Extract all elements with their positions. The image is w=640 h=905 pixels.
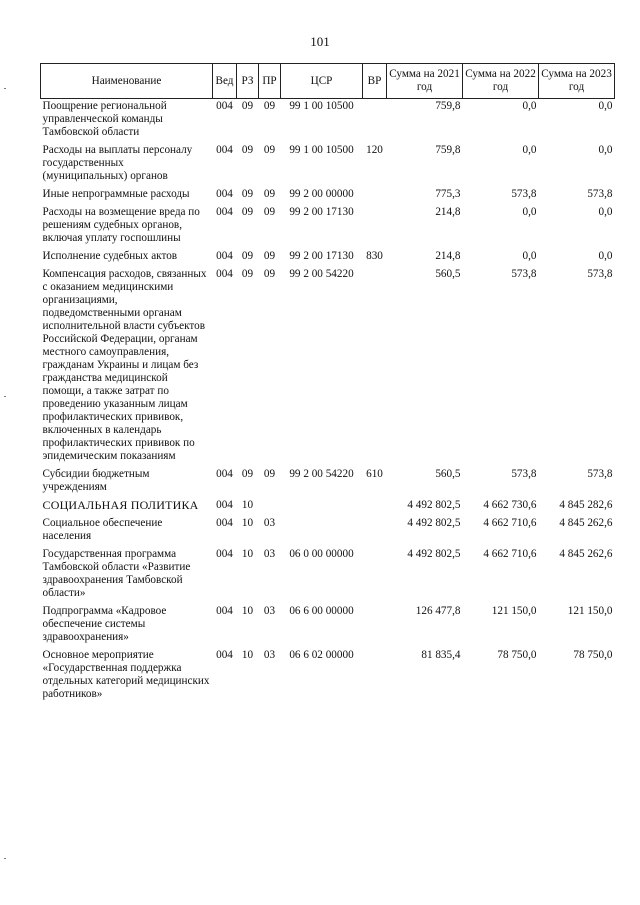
row-sum-2021: 214,8 <box>435 250 461 262</box>
row-csr: 99 2 00 17130 <box>289 250 354 262</box>
row-pr: 03 <box>263 605 276 617</box>
row-sum-2021: 81 835,4 <box>421 649 461 661</box>
row-sum-2022: 0,0 <box>522 250 537 262</box>
row-ved: 004 <box>216 649 233 661</box>
row-vr <box>363 99 387 144</box>
row-pr: 09 <box>263 144 276 156</box>
budget-table <box>40 63 615 705</box>
table-row <box>41 143 615 187</box>
row-ved: 004 <box>216 188 233 200</box>
row-sum-2021: 560,5 <box>435 268 461 280</box>
row-pr <box>259 498 281 516</box>
row-sum-2023: 573,8 <box>587 268 613 280</box>
row-ved: 004 <box>216 206 233 218</box>
row-name: Исполнение судебных актов <box>42 250 178 262</box>
table-row <box>41 648 615 705</box>
table-row <box>41 267 615 467</box>
row-name: Компенсация расходов, связанных с оказанием медицинскими организациями, подведомственными органам исполнительной власти субъектов Российской Федерации, органам местного самоуправления, гражданам Украины и лицам без гражданства медицинской помощи, а также затрат по проведению указанным лицам профилактических прививок, включенных в календарь профилактических прививок по эпидемическим показаниям <box>42 268 207 462</box>
row-name: Подпрограмма «Кадровое обеспечение системы здравоохранения» <box>42 605 167 643</box>
row-csr <box>281 498 363 516</box>
row-sum-2023: 121 150,0 <box>567 605 613 617</box>
row-ved: 004 <box>216 144 233 156</box>
row-ved: 004 <box>216 100 233 112</box>
row-pr: 09 <box>263 250 276 262</box>
table-row <box>41 205 615 249</box>
row-rz: 10 <box>241 649 254 661</box>
row-csr: 99 1 00 10500 <box>289 144 354 156</box>
row-csr: 99 2 00 00000 <box>289 188 354 200</box>
row-vr: 610 <box>366 468 383 480</box>
row-sum-2022: 573,8 <box>511 188 537 200</box>
scan-mark <box>4 396 6 397</box>
row-sum-2021: 4 492 802,5 <box>407 517 461 529</box>
row-rz: 09 <box>241 188 254 200</box>
row-vr: 830 <box>366 250 383 262</box>
row-rz: 09 <box>241 468 254 480</box>
scan-mark <box>4 858 6 859</box>
row-vr <box>363 547 387 604</box>
header-sum-2023: Сумма на 2023 год <box>539 64 615 99</box>
row-sum-2023: 4 845 262,6 <box>559 548 613 560</box>
row-pr: 03 <box>263 548 276 560</box>
table-row <box>41 604 615 648</box>
row-name: Расходы на возмещение вреда по решениям судебных органов, включая уплату госпошлины <box>42 206 200 244</box>
row-rz: 09 <box>241 100 254 112</box>
row-csr: 06 0 00 00000 <box>289 548 354 560</box>
row-rz: 09 <box>241 250 254 262</box>
row-rz: 09 <box>241 268 254 280</box>
row-ved: 004 <box>216 605 233 617</box>
header-csr: ЦСР <box>281 64 363 99</box>
row-sum-2022: 573,8 <box>511 268 537 280</box>
row-vr <box>363 205 387 249</box>
row-sum-2021: 4 492 802,5 <box>407 548 461 560</box>
row-sum-2023: 0,0 <box>598 144 613 156</box>
row-name: Расходы на выплаты персоналу государственных (муниципальных) органов <box>42 144 193 182</box>
row-vr: 120 <box>366 144 383 156</box>
scan-mark <box>4 88 6 89</box>
table-header-row <box>41 64 615 99</box>
header-sum-2021: Сумма на 2021 год <box>387 64 463 99</box>
row-sum-2023: 0,0 <box>598 100 613 112</box>
row-csr: 99 2 00 54220 <box>289 468 354 480</box>
row-sum-2023: 573,8 <box>587 468 613 480</box>
row-sum-2023: 0,0 <box>598 206 613 218</box>
table-row <box>41 498 615 516</box>
row-vr <box>363 604 387 648</box>
row-name: Иные непрограммные расходы <box>42 188 190 200</box>
table-row <box>41 99 615 144</box>
row-sum-2021: 126 477,8 <box>415 605 461 617</box>
row-sum-2022: 121 150,0 <box>491 605 537 617</box>
row-pr: 09 <box>263 206 276 218</box>
row-name: Основное мероприятие «Государственная поддержка отдельных категорий медицинских работников» <box>42 649 210 700</box>
row-vr <box>363 187 387 205</box>
row-pr: 09 <box>263 468 276 480</box>
row-sum-2022: 0,0 <box>522 100 537 112</box>
header-pr: ПР <box>259 64 281 99</box>
row-pr: 09 <box>263 100 276 112</box>
page-number: 101 <box>310 34 330 49</box>
header-rz: РЗ <box>237 64 259 99</box>
row-rz: 10 <box>241 517 254 529</box>
row-vr <box>363 267 387 467</box>
row-csr: 99 2 00 54220 <box>289 268 354 280</box>
row-sum-2023: 78 750,0 <box>573 649 613 661</box>
row-sum-2021: 759,8 <box>435 144 461 156</box>
header-name: Наименование <box>41 64 213 99</box>
row-sum-2023: 4 845 282,6 <box>559 499 613 511</box>
row-sum-2022: 78 750,0 <box>497 649 537 661</box>
row-sum-2022: 4 662 710,6 <box>483 517 537 529</box>
row-sum-2021: 214,8 <box>435 206 461 218</box>
header-ved: Вед <box>213 64 237 99</box>
table-row <box>41 249 615 267</box>
row-ved: 004 <box>216 250 233 262</box>
row-sum-2023: 4 845 262,6 <box>559 517 613 529</box>
row-rz: 10 <box>241 605 254 617</box>
row-ved: 004 <box>216 268 233 280</box>
row-pr: 09 <box>263 188 276 200</box>
row-ved: 004 <box>216 468 233 480</box>
row-vr <box>363 648 387 705</box>
row-rz: 09 <box>241 144 254 156</box>
row-name: Социальное обеспечение населения <box>42 517 163 542</box>
row-name: Государственная программа Тамбовской области «Развитие здравоохранения Тамбовской области» <box>42 548 191 599</box>
row-sum-2021: 759,8 <box>435 100 461 112</box>
row-sum-2022: 0,0 <box>522 206 537 218</box>
row-pr: 09 <box>263 268 276 280</box>
row-name: Субсидии бюджетным учреждениям <box>42 468 150 493</box>
row-sum-2021: 560,5 <box>435 468 461 480</box>
row-ved: 004 <box>216 548 233 560</box>
row-sum-2021: 4 492 802,5 <box>407 499 461 511</box>
row-csr: 99 2 00 17130 <box>289 206 354 218</box>
row-sum-2023: 0,0 <box>598 250 613 262</box>
header-sum-2022: Сумма на 2022 год <box>463 64 539 99</box>
row-name: Поощрение региональной управленческой команды Тамбовской области <box>42 100 167 138</box>
table-row <box>41 187 615 205</box>
row-rz: 09 <box>241 206 254 218</box>
row-rz: 10 <box>241 499 254 511</box>
row-pr: 03 <box>263 517 276 529</box>
row-ved: 004 <box>216 517 233 529</box>
row-sum-2022: 573,8 <box>511 468 537 480</box>
row-csr <box>281 516 363 547</box>
row-vr <box>363 516 387 547</box>
row-csr: 06 6 02 00000 <box>289 649 354 661</box>
row-vr <box>363 498 387 516</box>
table-row <box>41 467 615 498</box>
row-sum-2022: 4 662 730,6 <box>483 499 537 511</box>
row-pr: 03 <box>263 649 276 661</box>
row-sum-2021: 775,3 <box>435 188 461 200</box>
row-ved: 004 <box>216 499 233 511</box>
table-row <box>41 547 615 604</box>
row-csr: 06 6 00 00000 <box>289 605 354 617</box>
row-csr: 99 1 00 10500 <box>289 100 354 112</box>
row-sum-2022: 0,0 <box>522 144 537 156</box>
row-name: СОЦИАЛЬНАЯ ПОЛИТИКА <box>42 498 199 512</box>
header-vr: ВР <box>363 64 387 99</box>
table-row <box>41 516 615 547</box>
row-sum-2022: 4 662 710,6 <box>483 548 537 560</box>
row-sum-2023: 573,8 <box>587 188 613 200</box>
row-rz: 10 <box>241 548 254 560</box>
